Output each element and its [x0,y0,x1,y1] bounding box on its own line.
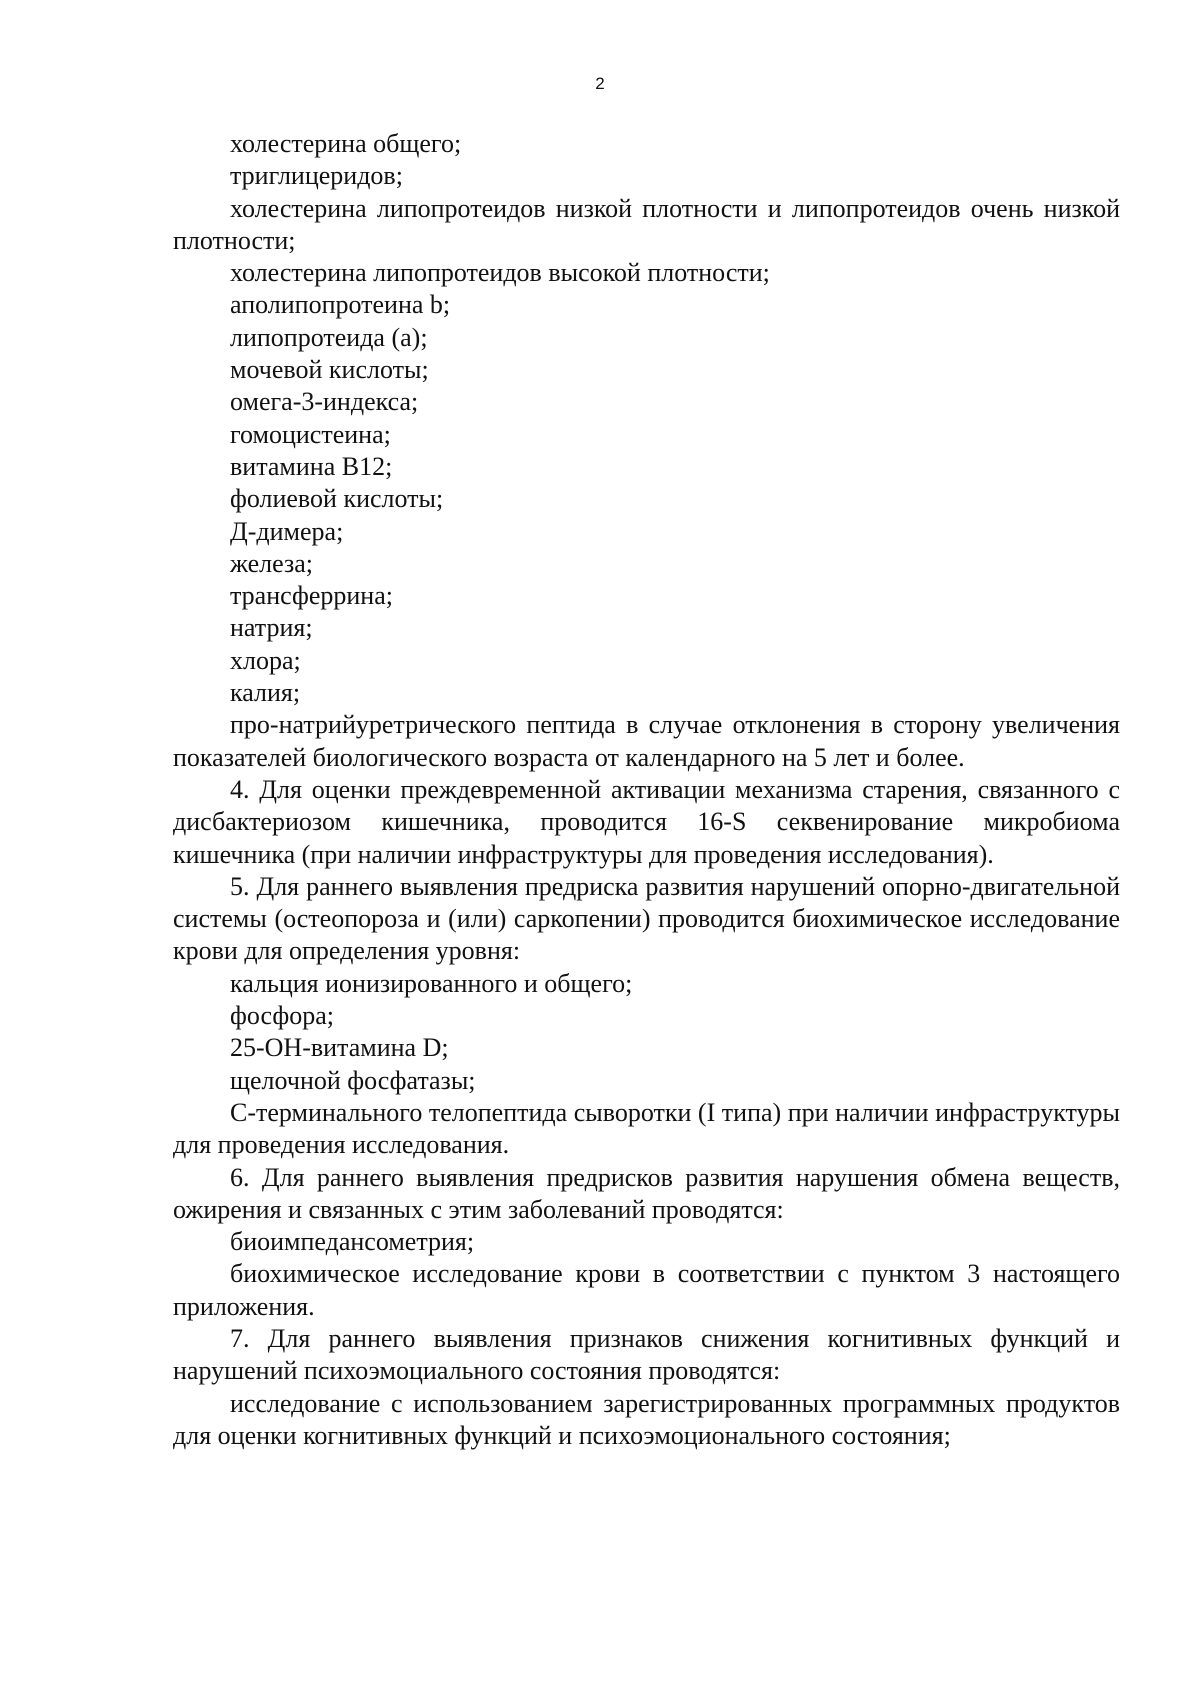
paragraph-vitamin-b12: витамина B12; [230,451,393,481]
paragraph-alkaline-phosphatase: щелочной фосфатазы; [230,1065,476,1095]
paragraph-uric-acid: мочевой кислоты; [230,355,429,385]
page-number: 2 [595,74,605,93]
paragraph-calcium: кальция ионизированного и общего; [230,968,633,998]
paragraph-lipoprotein-a: липопротеида (а); [230,322,428,352]
paragraph-item-6: 6. Для раннего выявления предрисков развития нарушения обмена веществ, ожирения и связанных с этим заболеваний проводятся: [173,1162,1120,1224]
paragraph-ldl-vldl: холестерина липопротеидов низкой плотности и липопротеидов очень низкой плотности; [173,193,1120,255]
paragraph-biochemical-test: биохимическое исследование крови в соответствии с пунктом 3 настоящего приложения. [173,1259,1120,1321]
paragraph-d-dimer: Д-димера; [230,516,344,546]
paragraph-item-7: 7. Для раннего выявления признаков снижения когнитивных функций и нарушений психоэмоциального состояния проводятся: [173,1323,1120,1386]
paragraph-sodium: натрия; [230,613,313,643]
paragraph-hdl: холестерина липопротеидов высокой плотности; [230,258,770,288]
paragraph-homocysteine: гомоцистеина; [230,419,391,449]
paragraph-folic-acid: фолиевой кислоты; [230,484,444,514]
document-body [173,128,1120,1452]
paragraph-phosphorus: фосфора; [230,1001,334,1031]
paragraph-cholesterol-total: холестерина общего; [230,129,462,158]
paragraph-item-4: 4. Для оценки преждевременной активации механизма старения, связанного с дисбактериозом кишечника, проводится 16-S секвенирование микробиома кишечника (при наличии инфраструктуры для проведения исследования). [173,774,1120,869]
paragraph-bioimpedance: биоимпедансометрия; [230,1227,475,1257]
paragraph-cognitive-software: исследование с использованием зарегистрированных программных продуктов для оценки когнитивных функций и психоэмоционального состояния; [173,1388,1120,1450]
paragraph-natriuretic-peptide: про-натрийуретрического пептида в случае отклонения в сторону увеличения показателей биологического возраста от календарного на 5 лет и более. [173,710,1120,772]
paragraph-apolipoprotein-b: аполипопротеина b; [230,290,451,320]
paragraph-item-5: 5. Для раннего выявления предриска развития нарушений опорно-двигательной системы (остеопороза и (или) саркопении) проводится биохимическое исследование крови для определения уровня: [173,871,1120,966]
paragraph-vitamin-d: 25-OH-витамина D; [230,1033,449,1063]
paragraph-potassium: калия; [230,678,301,708]
paragraph-omega-3-index: омега-3-индекса; [230,387,419,417]
paragraph-chlorine: хлора; [230,645,301,675]
paragraph-iron: железа; [230,548,314,578]
paragraph-triglycerides: триглицеридов; [230,161,403,191]
paragraph-c-telopeptide: C-терминального телопептида сыворотки (I типа) при наличии инфраструктуры для проведения исследования. [173,1097,1120,1160]
paragraph-transferrin: трансферрина; [230,581,393,611]
